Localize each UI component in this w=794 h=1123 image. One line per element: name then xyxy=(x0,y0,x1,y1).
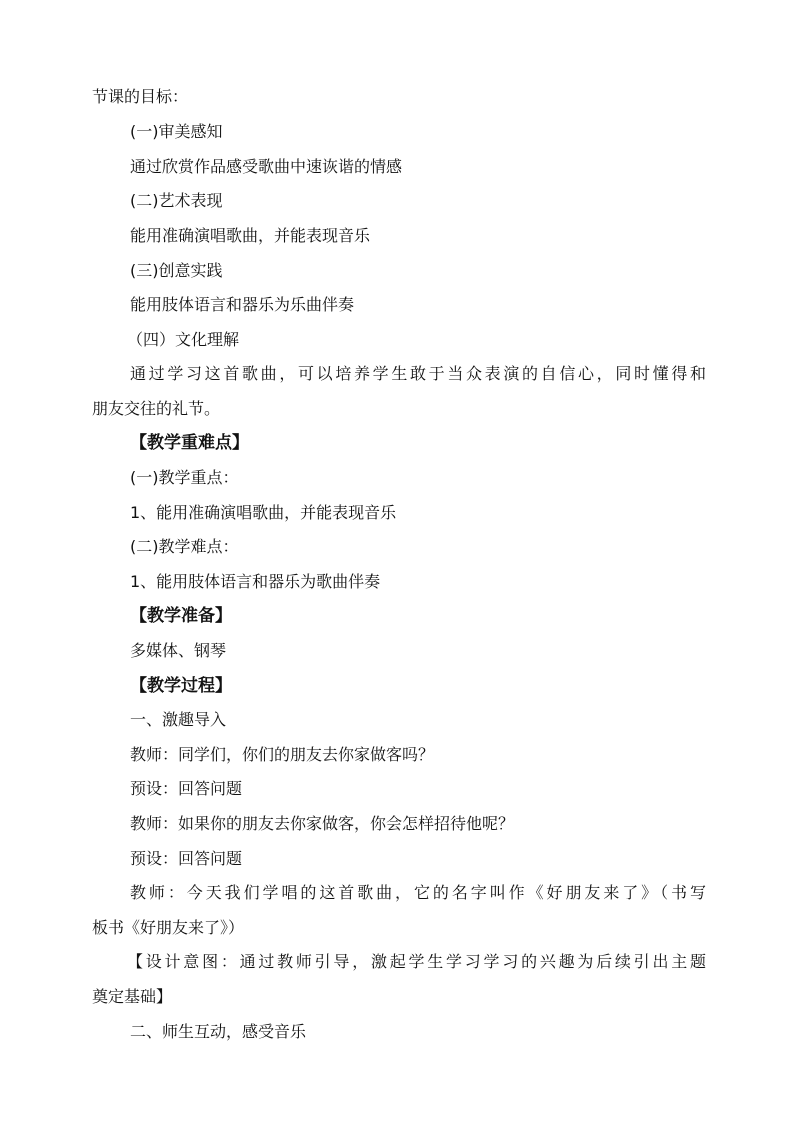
section-heading: (三)创意实践 xyxy=(130,261,223,280)
list-item: 1、能用准确演唱歌曲，并能表现音乐 xyxy=(130,503,397,522)
dialogue-line: 预设：回答问题 xyxy=(130,779,243,798)
text-line: 通过欣赏作品感受歌曲中速诙谐的情感 xyxy=(130,157,403,176)
paragraph-line: 朋友交往的礼节。 xyxy=(92,399,221,418)
dialogue-line: 教师：如果你的朋友去你家做客，你会怎样招待他呢？ xyxy=(130,814,515,833)
section-heading: (一)审美感知 xyxy=(130,122,223,141)
section-heading: (二)艺术表现 xyxy=(130,191,223,210)
dialogue-line: 预设：回答问题 xyxy=(130,849,243,868)
list-item: 1、能用肢体语言和器乐为歌曲伴奏 xyxy=(130,572,381,591)
dialogue-line: 教师：同学们，你们的朋友去你家做客吗？ xyxy=(130,745,435,764)
bold-heading: 【教学准备】 xyxy=(130,606,232,626)
design-intent-line: 【设计意图：通过教师引导，激起学生学习学习的兴趣为后续引出主题 xyxy=(127,952,706,971)
text-line: 能用肢体语言和器乐为乐曲伴奏 xyxy=(130,295,355,314)
section-heading: 一、激趣导入 xyxy=(130,710,227,729)
section-heading: （四）文化理解 xyxy=(127,330,240,349)
section-heading: (一)教学重点： xyxy=(130,468,239,487)
text-line: 能用准确演唱歌曲，并能表现音乐 xyxy=(130,226,371,245)
paragraph-line: 通过学习这首歌曲，可以培养学生敢于当众表演的自信心，同时懂得和 xyxy=(130,364,706,383)
text-line: 多媒体、钢琴 xyxy=(130,641,227,660)
text-line: 节课的目标： xyxy=(92,87,189,106)
section-heading: 二、师生互动，感受音乐 xyxy=(130,1022,307,1041)
paragraph-line: 教师：今天我们学唱的这首歌曲，它的名字叫作《好朋友来了》（书写 xyxy=(130,883,706,902)
bold-heading: 【教学重难点】 xyxy=(130,433,249,453)
paragraph-line: 板书《好朋友来了》） xyxy=(92,918,245,937)
design-intent-line: 奠定基础】 xyxy=(92,987,173,1006)
bold-heading: 【教学过程】 xyxy=(130,676,232,696)
section-heading: (二)教学难点： xyxy=(130,537,239,556)
